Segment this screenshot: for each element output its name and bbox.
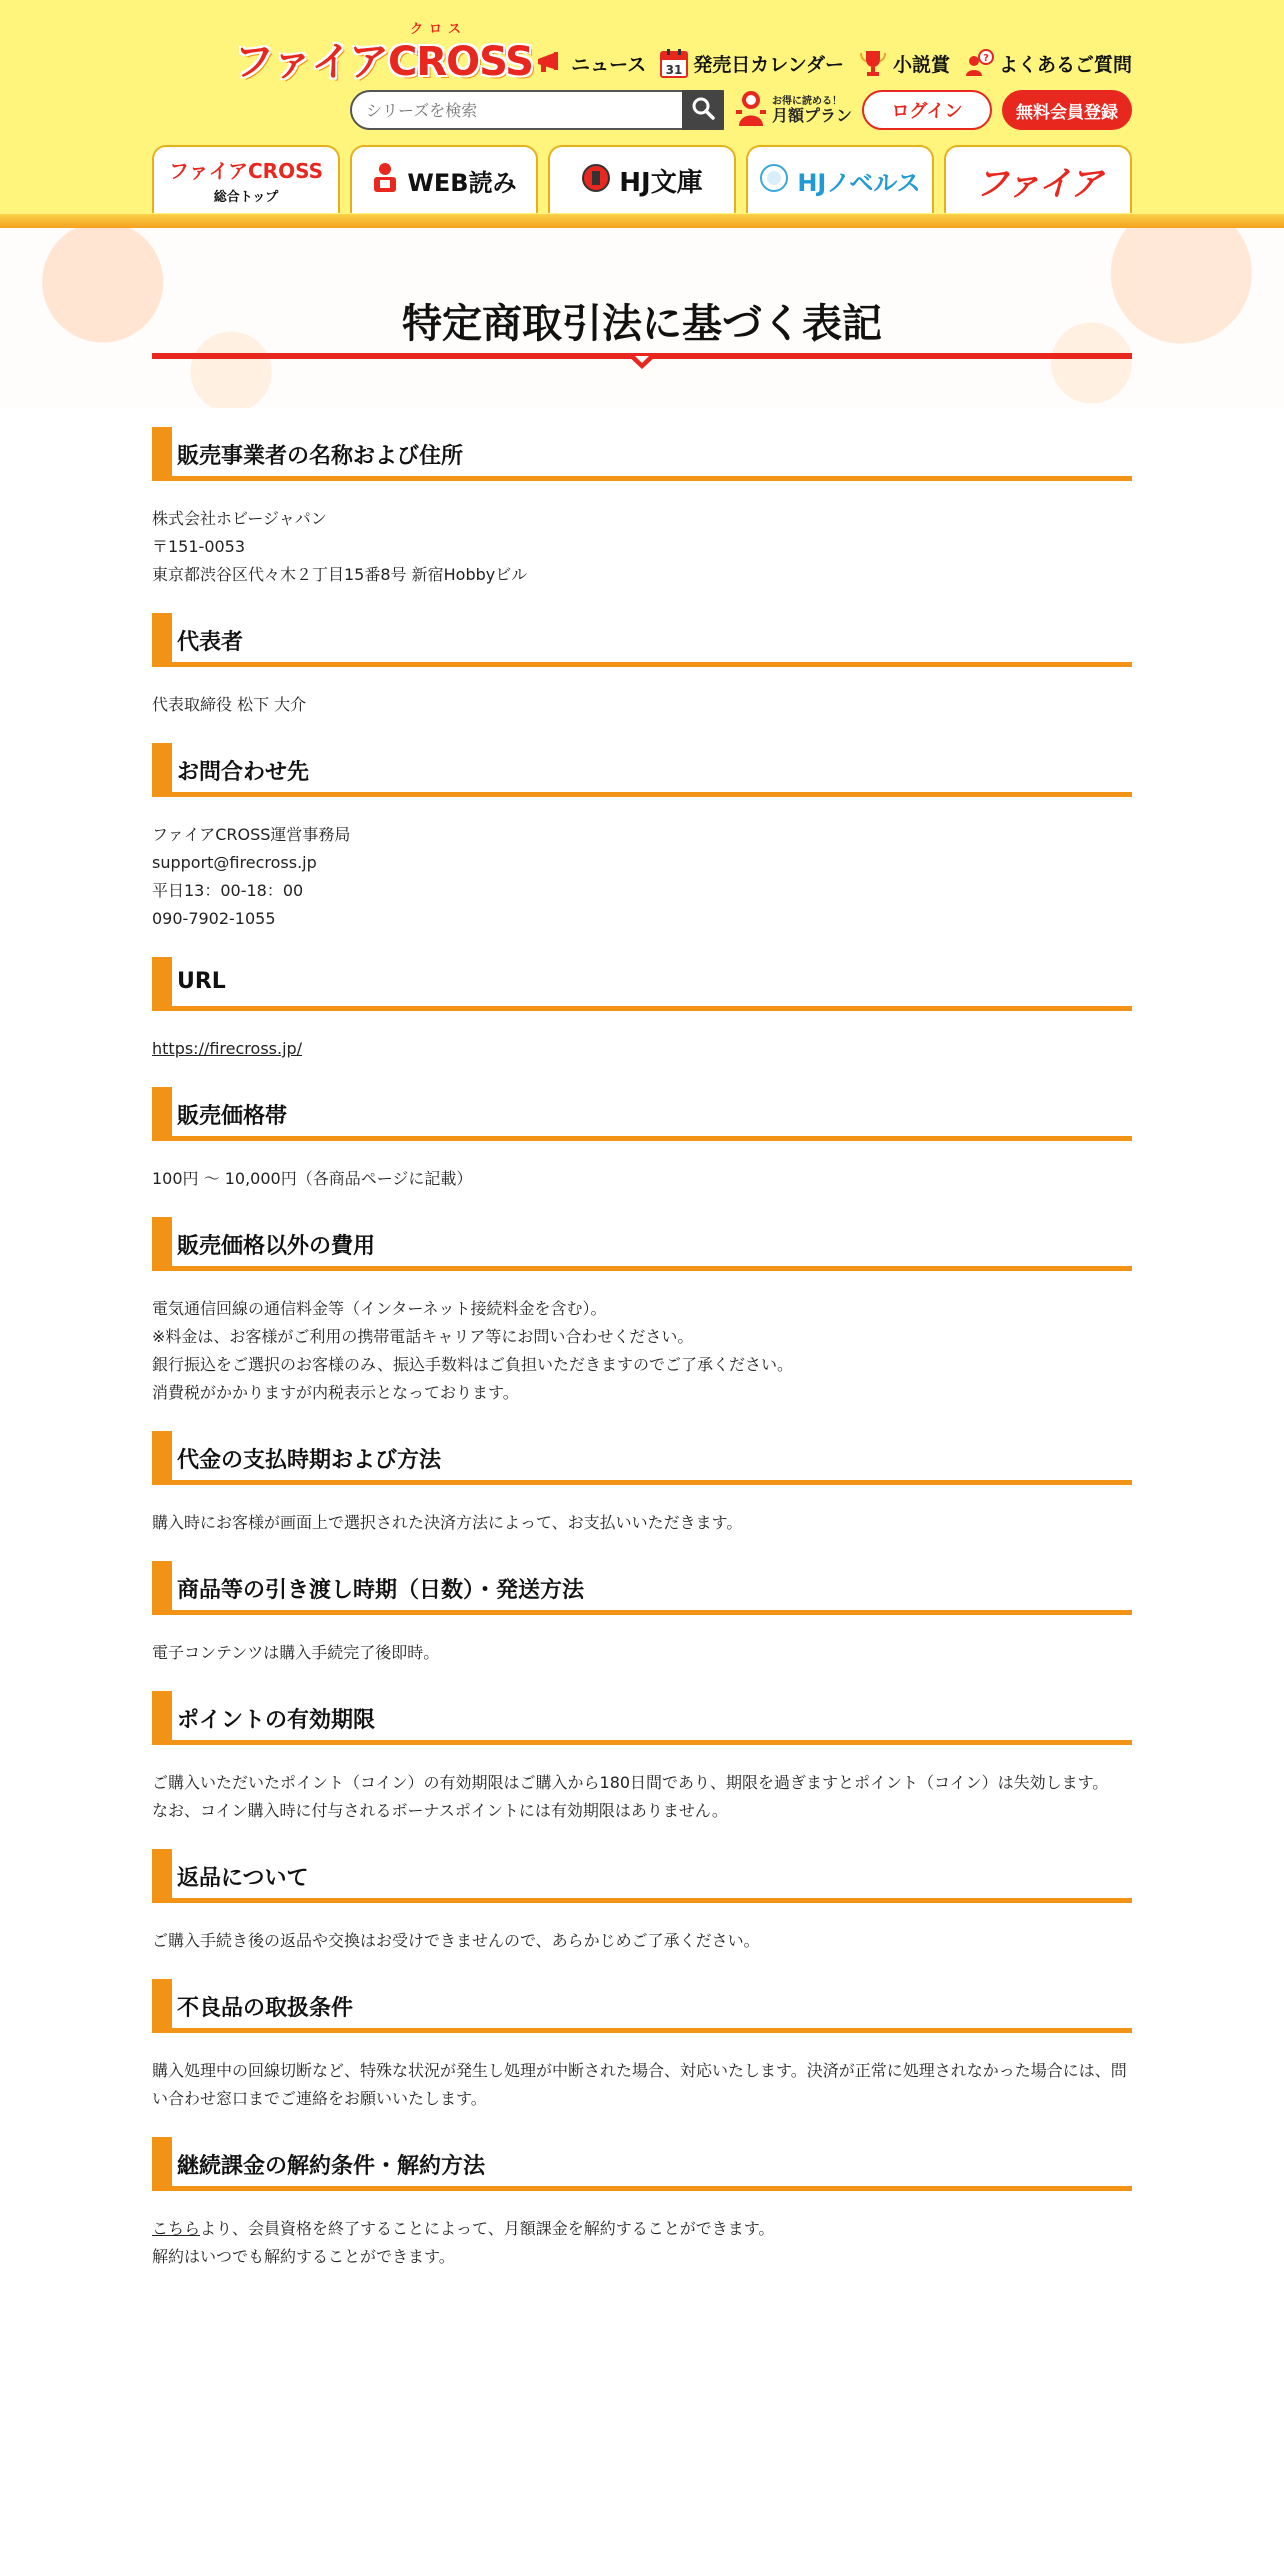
- tab-hj-novels[interactable]: [746, 145, 934, 213]
- site-header: [0, 0, 1284, 228]
- section-cancellation: [152, 2137, 1132, 2271]
- top-nav: [536, 48, 1132, 78]
- returns-text: ご購入手続き後の返品や交換はお受けできませんので、あらかじめご了承ください。: [152, 1931, 760, 1950]
- other-costs-line: ※料金は、お客様がご利用の携帯電話キャリア等にお問い合わせください。: [152, 1327, 694, 1346]
- monthly-plan-link[interactable]: [734, 88, 854, 132]
- seller-address: 東京都渋谷区代々木２丁目15番8号 新宿Hobbyビル: [152, 565, 528, 584]
- section-heading: [152, 743, 1132, 797]
- other-costs-line: 銀行振込をご選択のお客様のみ、振込手数料はご負担いただきますのでご了承ください。: [152, 1355, 793, 1374]
- help-person-icon: [964, 49, 994, 77]
- tab-hj-bunko-label: HJ文庫: [619, 167, 703, 198]
- calendar-icon: [660, 48, 688, 78]
- register-button[interactable]: 無料会員登録: [1002, 90, 1132, 130]
- point-expiry-line: なお、コイン購入時に付与されるボーナスポイントには有効期限はありません。: [152, 1801, 728, 1820]
- delivery-text: 電子コンテンツは購入手続完了後即時。: [152, 1643, 440, 1662]
- section-url: [152, 957, 1132, 1063]
- section-title: 代表者: [177, 630, 244, 655]
- calendar-day: 31: [665, 63, 683, 77]
- section-title: 販売価格帯: [177, 1104, 288, 1129]
- nav-calendar[interactable]: [660, 48, 844, 78]
- section-title: お問合わせ先: [177, 760, 310, 785]
- contact-phone: 090-7902-1055: [152, 909, 276, 928]
- cancellation-line: [152, 2215, 1132, 2243]
- section-point-expiry: [152, 1691, 1132, 1825]
- contact-email: support@firecross.jp: [152, 853, 317, 872]
- section-heading: [152, 613, 1132, 667]
- title-notch: [628, 356, 656, 370]
- section-heading: [152, 1979, 1132, 2033]
- trophy-icon: [858, 48, 888, 78]
- section-heading: [152, 1849, 1132, 1903]
- logo-kana: クロス: [410, 22, 468, 37]
- site-url-link[interactable]: https://firecross.jp/: [152, 1039, 303, 1058]
- tab-comic-fire[interactable]: [944, 145, 1132, 213]
- nav-news-label: ニュース: [571, 53, 647, 76]
- cancellation-link-rest: より、会員資格を終了することによって、月額課金を解約することができます。: [200, 2219, 775, 2238]
- tab-web-yomi[interactable]: [350, 145, 538, 213]
- nav-award[interactable]: [858, 48, 950, 78]
- nav-calendar-label: 発売日カレンダー: [693, 53, 844, 76]
- cancellation-note: 解約はいつでも解約することができます。: [152, 2247, 455, 2266]
- section-title: 返品について: [177, 1866, 309, 1891]
- search-icon: [691, 96, 715, 124]
- seller-postal: 〒151-0053: [152, 537, 246, 556]
- section-contact: [152, 743, 1132, 933]
- other-costs-line: 消費税がかかりますが内税表示となっております。: [152, 1383, 519, 1402]
- section-title: ポイントの有効期限: [177, 1708, 376, 1733]
- section-heading: [152, 427, 1132, 481]
- section-title: URL: [177, 969, 226, 994]
- plan-tagline: お得に読める！: [772, 95, 842, 107]
- nav-news[interactable]: [536, 50, 646, 77]
- seller-company: 株式会社ホビージャパン: [152, 509, 327, 528]
- hj-bunko-logo-icon: [581, 163, 611, 197]
- section-title: 代金の支払時期および方法: [177, 1448, 442, 1473]
- defects-text: 購入処理中の回線切断など、特殊な状況が発生し処理が中断された場合、対応いたします。決済が正常に処理されなかった場合には、問い合わせ窓口までご連絡をお願いいたします。: [152, 2061, 1127, 2108]
- megaphone-icon: [536, 50, 566, 76]
- section-representative: [152, 613, 1132, 719]
- section-title: 販売価格以外の費用: [177, 1234, 376, 1259]
- section-returns: [152, 1849, 1132, 1955]
- point-expiry-line: ご購入いただいたポイント（コイン）の有効期限はご購入から180日間であり、期限を過ぎますとポイント（コイン）は失効します。: [152, 1773, 1109, 1792]
- page-hero: [0, 228, 1284, 408]
- section-title: 販売事業者の名称および住所: [177, 444, 464, 469]
- section-heading: [152, 2137, 1132, 2191]
- section-heading: [152, 1431, 1132, 1485]
- tab-web-yomi-label: WEB読み: [407, 168, 517, 197]
- login-button[interactable]: ログイン: [862, 90, 992, 130]
- legal-content: [152, 427, 1132, 2295]
- section-payment: [152, 1431, 1132, 1537]
- section-heading: [152, 957, 1132, 1011]
- tab-comic-fire-label: ファイア: [974, 163, 1102, 204]
- contact-office: ファイアCROSS運営事務局: [152, 825, 351, 844]
- section-heading: [152, 1691, 1132, 1745]
- section-other-costs: [152, 1217, 1132, 1407]
- other-costs-line: 電気通信回線の通信料金等（インターネット接続料金を含む）。: [152, 1299, 607, 1318]
- reader-icon: [371, 162, 399, 198]
- tab-hj-bunko[interactable]: [548, 145, 736, 213]
- representative-name: 代表取締役 松下 大介: [152, 695, 307, 714]
- section-title: 不良品の取扱条件: [177, 1996, 354, 2021]
- nav-faq[interactable]: [964, 49, 1132, 77]
- nav-award-label: 小説賞: [892, 53, 950, 76]
- nav-faq-label: よくあるご質問: [998, 53, 1132, 76]
- section-title: 商品等の引き渡し時期（日数）・発送方法: [177, 1578, 585, 1603]
- label-tabs: [152, 145, 1132, 213]
- plan-label: 月額プラン: [772, 105, 853, 125]
- logo-text: ファイアCROSS: [234, 39, 533, 85]
- price-range-text: 100円 ～ 10,000円（各商品ページに記載）: [152, 1169, 473, 1188]
- cancellation-link[interactable]: こちら: [152, 2219, 201, 2238]
- search-input[interactable]: [352, 92, 722, 128]
- header-stripe: [0, 214, 1284, 228]
- tab-firecross-label: ファイアCROSS: [169, 159, 323, 183]
- section-heading: [152, 1217, 1132, 1271]
- payment-text: 購入時にお客様が画面上で選択された決済方法によって、お支払いいただきます。: [152, 1513, 743, 1532]
- section-price-range: [152, 1087, 1132, 1193]
- section-defects: [152, 1979, 1132, 2113]
- section-seller: [152, 427, 1132, 589]
- site-logo[interactable]: [228, 16, 533, 86]
- tab-firecross-top[interactable]: [152, 145, 340, 213]
- tab-firecross-sub: 総合トップ: [213, 190, 279, 205]
- plan-mascot-icon: [734, 88, 768, 132]
- tab-hj-novels-label: HJノベルス: [797, 168, 921, 197]
- section-title: 継続課金の解約条件・解約方法: [177, 2154, 486, 2179]
- section-heading: [152, 1561, 1132, 1615]
- page-title: 特定商取引法に基づく表記: [402, 301, 882, 347]
- section-heading: [152, 1087, 1132, 1141]
- search-button[interactable]: [682, 90, 724, 130]
- section-delivery: [152, 1561, 1132, 1667]
- svg-text:?: ?: [983, 53, 989, 64]
- hj-novels-logo-icon: [759, 163, 789, 197]
- search-box: [350, 90, 724, 130]
- contact-hours: 平日13：00-18：00: [152, 881, 304, 900]
